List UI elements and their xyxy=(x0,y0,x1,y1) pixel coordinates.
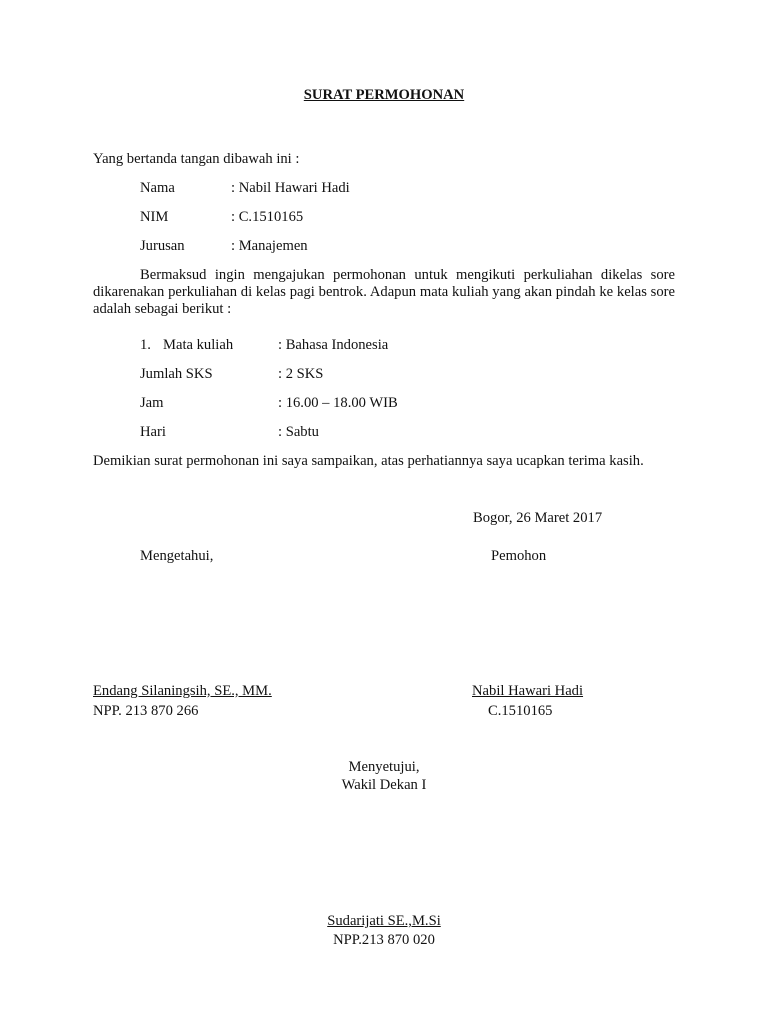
day-label: Hari xyxy=(140,424,166,440)
credits-label: Jumlah SKS xyxy=(140,366,213,382)
approver-name: Sudarijati SE.,M.Si xyxy=(327,913,441,929)
approval-heading: Menyetujui, xyxy=(348,759,420,775)
letter-title: SURAT PERMOHONAN xyxy=(303,87,465,103)
closing-paragraph: Demikian surat permohonan ini saya sampaikan, atas perhatiannya saya ucapkan terima kasih. xyxy=(93,453,644,469)
time-label: Jam xyxy=(140,395,164,411)
nim-value: : C.1510165 xyxy=(231,209,304,225)
body-paragraph: Bermaksud ingin mengajukan permohonan untuk mengikuti perkuliahan dikelas sore dikarenakan perkuliahan di kelas pagi bentrok. Adapun mata kuliah yang akan pindah ke kelas sore adalah sebagai berikut : xyxy=(93,267,675,317)
right-signature-heading: Pemohon xyxy=(491,548,547,564)
approval-role: Wakil Dekan I xyxy=(341,777,427,793)
name-value: : Nabil Hawari Hadi xyxy=(231,180,350,196)
major-value: : Manajemen xyxy=(231,238,308,254)
left-signatory-name: Endang Silaningsih, SE., MM. xyxy=(93,683,272,699)
major-label: Jurusan xyxy=(140,238,185,254)
right-signatory-id: C.1510165 xyxy=(488,703,553,719)
left-signatory-id: NPP. 213 870 266 xyxy=(93,703,199,719)
day-value: : Sabtu xyxy=(278,424,319,440)
left-signature-heading: Mengetahui, xyxy=(140,548,214,564)
approver-name-wrap xyxy=(0,913,768,930)
subject-value: : Bahasa Indonesia xyxy=(278,337,389,353)
intro-line: Yang bertanda tangan dibawah ini : xyxy=(93,151,300,167)
place-date: Bogor, 26 Maret 2017 xyxy=(473,510,603,526)
course-number: 1. xyxy=(140,337,151,353)
nim-label: NIM xyxy=(140,209,169,225)
approver-id: NPP.213 870 020 xyxy=(333,932,435,948)
subject-label: Mata kuliah xyxy=(163,337,234,353)
name-label: Nama xyxy=(140,180,175,196)
time-value: : 16.00 – 18.00 WIB xyxy=(278,395,398,411)
credits-value: : 2 SKS xyxy=(278,366,324,382)
right-signatory-name: Nabil Hawari Hadi xyxy=(472,683,584,699)
